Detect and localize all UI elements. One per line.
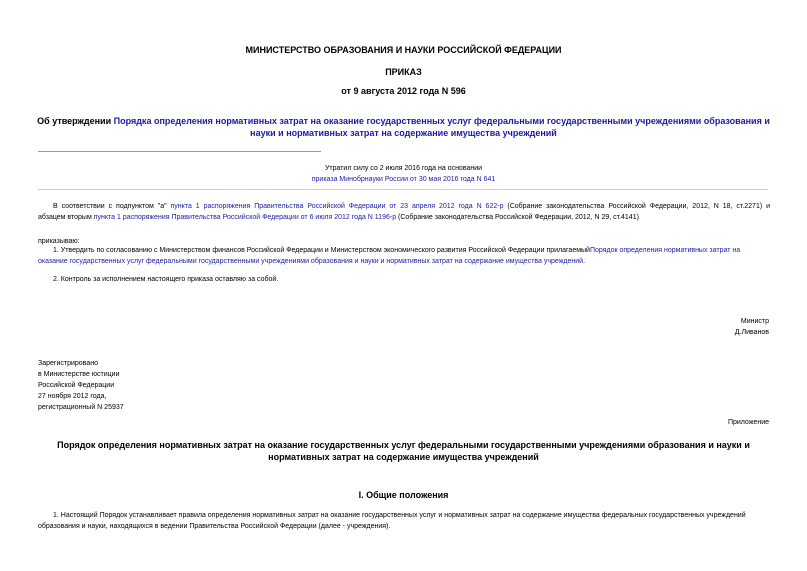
preamble-link-1196[interactable]: пункта 1 распоряжения Правительства Российской Федерации от 6 июля 2012 года N 1196-р xyxy=(93,214,397,221)
preamble-line1 xyxy=(38,201,770,212)
preamble-link-622[interactable]: пункта 1 распоряжения Правительства Российской Федерации от 23 апреля 2012 года N 622-р xyxy=(170,203,504,210)
preamble-line2 xyxy=(38,212,770,223)
registration-line: Зарегистрировано xyxy=(38,360,98,367)
registration-line: регистрационный N 25937 xyxy=(38,404,124,411)
section-paragraph-line2: образования и науки, находящихся в ведении Правительства Российской Федерации (далее - учреждения). xyxy=(38,523,391,530)
doc-type: ПРИКАЗ xyxy=(385,67,422,77)
item-1-text: 1. Утвердить по согласованию с Министерством финансов Российской Федерации и Министерством экономического развития Российской Федерации прилагаемый xyxy=(53,247,590,254)
item-1-end: . xyxy=(583,258,586,265)
section-heading: I. Общие положения xyxy=(358,490,449,500)
doc-date-number: от 9 августа 2012 года N 596 xyxy=(341,86,466,96)
doc-title-link[interactable]: Порядка определения нормативных затрат на оказание государственных услуг федеральными государственными учреждениями образования и xyxy=(113,116,770,126)
item-1 xyxy=(38,245,770,267)
appendix-label: Приложение xyxy=(727,419,769,426)
preamble-text: абзацем вторым xyxy=(38,214,94,221)
status-link[interactable]: приказа Минобрнауки России от 30 мая 2016 года N 641 xyxy=(311,176,496,183)
doc-title-prefix: Об утверждении xyxy=(37,116,114,126)
registration-block xyxy=(38,358,124,413)
item-1-line2 xyxy=(38,256,770,267)
signature-position: Министр xyxy=(740,318,769,325)
preamble xyxy=(38,201,770,223)
doc-title-link-cont[interactable]: науки и нормативных затрат на содержание имущества учреждений xyxy=(250,128,557,138)
signature xyxy=(735,316,769,338)
registration-line: Российской Федерации xyxy=(38,382,115,389)
appendix-title-line1: Порядок определения нормативных затрат на оказание государственных услуг федеральными государственными учреждениями образования и науки и xyxy=(57,440,750,450)
doc-title xyxy=(0,115,807,139)
preamble-text: (Собрание законодательства Российской Федерации, 2012, N 18, ст.2271) и xyxy=(503,203,771,210)
registration-line: в Министерстве юстиции xyxy=(38,371,120,378)
doc-title-line1 xyxy=(0,115,807,127)
item-2: 2. Контроль за исполнением настоящего приказа оставляю за собой. xyxy=(53,276,279,283)
appendix-title xyxy=(0,439,807,463)
item-1-link[interactable]: Порядок определения нормативных затрат на xyxy=(589,247,741,254)
appendix-title-line2: нормативных затрат на содержание имущества учреждений xyxy=(268,452,539,462)
section-paragraph-line1: 1. Настоящий Порядок устанавливает правила определения нормативных затрат на оказание государственных услуг и нормативных затрат на содержание имущества федеральных государственных учреждений xyxy=(53,512,746,519)
divider-short xyxy=(38,151,321,152)
preamble-text: (Собрание законодательства Российской Федерации, 2012, N 29, ст.4141) xyxy=(396,214,639,221)
section-paragraph xyxy=(38,510,770,532)
signature-name: Д.Ливанов xyxy=(734,329,769,336)
preamble-text: В соответствии с подпунктом "а" xyxy=(53,203,171,210)
status-line: Утратил силу со 2 июля 2016 года на основании xyxy=(324,165,483,172)
order-word: приказываю: xyxy=(38,238,80,245)
registration-line: 27 ноября 2012 года, xyxy=(38,393,107,400)
ministry-title: МИНИСТЕРСТВО ОБРАЗОВАНИЯ И НАУКИ РОССИЙСКОЙ ФЕДЕРАЦИИ xyxy=(245,45,562,55)
status-note xyxy=(0,163,807,185)
divider-long xyxy=(38,189,768,190)
item-1-line1 xyxy=(38,245,770,256)
item-1-link-cont[interactable]: оказание государственных услуг федеральными государственными учреждениями образования и науки и нормативных затрат на содержание имущества учреждений xyxy=(38,258,584,265)
